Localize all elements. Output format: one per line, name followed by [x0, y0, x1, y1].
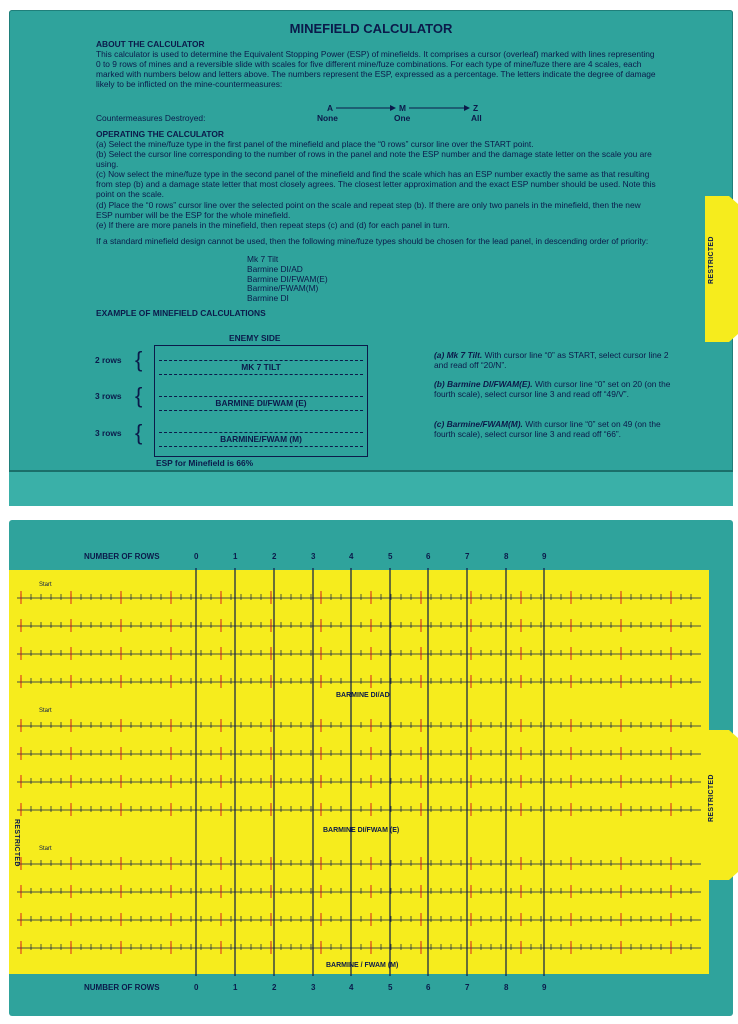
rows-label: 3 rows — [95, 391, 122, 401]
row-number: 4 — [349, 552, 354, 561]
row-number: 6 — [426, 552, 431, 561]
row-number: 0 — [194, 552, 199, 561]
step-b: (b) Select the cursor line corresponding to the number of rows in the panel and note the ESP number and the damage state letter on the scale you are using. — [96, 149, 652, 170]
brace-icon: { — [135, 383, 143, 408]
minefield-diagram — [154, 345, 368, 457]
step-e: (e) If there are more panels in the minefield, then repeat steps (c) and (d) for each panel in turn. — [96, 219, 450, 230]
countermeasures-label: Countermeasures Destroyed: — [96, 113, 206, 123]
row-number: 2 — [272, 983, 277, 992]
esp-result: ESP for Minefield is 66% — [156, 458, 254, 468]
rows-header-bottom: NUMBER OF ROWS — [84, 983, 160, 992]
about-heading: ABOUT THE CALCULATOR — [96, 39, 205, 49]
countermeasure-letter-m: M — [399, 103, 406, 113]
start-label: Start — [39, 708, 52, 714]
row-number: 3 — [311, 552, 316, 561]
row-number: 7 — [465, 552, 470, 561]
row-number: 3 — [311, 983, 316, 992]
priority-item: Barmine DI/FWAM(E) — [247, 273, 328, 284]
standard-design-text: If a standard minefield design cannot be used, then the following mine/fuze types should be chosen for the lead panel, in descending order of priority: — [96, 236, 649, 246]
row-number: 7 — [465, 983, 470, 992]
countermeasure-label-one: One — [394, 113, 411, 123]
operating-steps — [96, 139, 656, 230]
brace-icon: { — [135, 347, 143, 372]
row-number: 4 — [349, 983, 354, 992]
rows-header-top: NUMBER OF ROWS — [84, 552, 160, 561]
row-number: 6 — [426, 983, 431, 992]
example-note-a: (a) Mk 7 Tilt. With cursor line “0” as START, select cursor line 2 and read off “20/N”. — [434, 350, 669, 370]
panel-label-fwam-m: BARMINE/FWAM (M) — [220, 434, 302, 444]
priority-item: Barmine DI — [247, 293, 289, 304]
brace-icon: { — [135, 420, 143, 445]
slide-edge — [9, 472, 733, 506]
step-c: (c) Now select the mine/fuze type in the second panel of the minefield and find the scale which has an ESP number exactly the same as that resulting from step (b) and a damage state letter that most closely agrees. The closest letter approximation and the exact ESP number should be used. Note this point on the scale. — [96, 169, 656, 200]
enemy-side-label: ENEMY SIDE — [229, 333, 281, 343]
priority-list — [247, 255, 328, 304]
rows-label: 3 rows — [95, 428, 122, 438]
row-number: 9 — [542, 552, 547, 561]
scale-group-label: BARMINE DI/AD — [336, 692, 390, 699]
countermeasure-label-none: None — [317, 113, 338, 123]
cursor-lines — [9, 520, 733, 1016]
countermeasure-label-all: All — [471, 113, 482, 123]
row-number: 1 — [233, 552, 238, 561]
scale-group-label: BARMINE DI/FWAM (E) — [323, 827, 400, 834]
row-number: 1 — [233, 983, 238, 992]
start-label: Start — [39, 582, 52, 588]
example-note-c: (c) Barmine/FWAM(M). With cursor line “0” set on 49 (on the fourth scale), select cursor line 3 and read off “66”. — [434, 419, 661, 439]
step-a: (a) Select the mine/fuze type in the first panel of the minefield and place the “0 rows” cursor line over the START point. — [96, 139, 534, 149]
rows-label: 2 rows — [95, 355, 122, 365]
row-number: 5 — [388, 552, 393, 561]
restricted-right-label: RESTRICTED — [708, 774, 715, 822]
row-number: 5 — [388, 983, 393, 992]
countermeasure-arrows — [9, 10, 733, 140]
row-number: 9 — [542, 983, 547, 992]
row-number: 8 — [504, 983, 509, 992]
start-label: Start — [39, 846, 52, 852]
countermeasure-letter-z: Z — [473, 103, 479, 113]
panel-label-fwam-e: BARMINE DI/FWAM (E) — [215, 398, 307, 408]
priority-item: Barmine DI/AD — [247, 263, 303, 274]
calculator-front-panel — [9, 10, 733, 506]
restricted-left-label: RESTRICTED — [13, 819, 20, 867]
calculator-back-panel — [9, 520, 733, 1016]
step-d: (d) Place the “0 rows” cursor line over the selected point on the scale and repeat step (b). If there are only two panels in the minefield, then the new ESP number will be the ESP for the whole minefield. — [96, 199, 641, 220]
scale-group-label: BARMINE / FWAM (M) — [326, 962, 399, 969]
panel-label-mk7: MK 7 TILT — [241, 362, 281, 372]
page-title: MINEFIELD CALCULATOR — [289, 21, 453, 36]
example-note-b: (b) Barmine DI/FWAM(E). With cursor line “0” set on 20 (on the fourth scale), select cursor line 3 and read off “49/V”. — [434, 379, 671, 399]
row-number: 8 — [504, 552, 509, 561]
restricted-tab-label: RESTRICTED — [708, 236, 715, 284]
operating-heading: OPERATING THE CALCULATOR — [96, 129, 224, 139]
row-number: 2 — [272, 552, 277, 561]
priority-item: Mk 7 Tilt — [247, 254, 279, 264]
countermeasure-letter-a: A — [327, 103, 334, 113]
example-heading: EXAMPLE OF MINEFIELD CALCULATIONS — [96, 308, 266, 318]
row-number: 0 — [194, 983, 199, 992]
about-text: This calculator is used to determine the Equivalent Stopping Power (ESP) of minefields. It comprises a cursor (overleaf) marked with lines representing 0 to 9 rows of mines and a reversible slide with scales for five different mine/fuze combinations. For each type of mine/fuze there are 4 scales, each marked with numbers below and letters above. The numbers represent the ESP, expressed as a percentage. The letters indicate the degree of damage likely to be inflicted on the mine-countermeasures: — [96, 49, 656, 90]
priority-item: Barmine/FWAM(M) — [247, 283, 319, 294]
